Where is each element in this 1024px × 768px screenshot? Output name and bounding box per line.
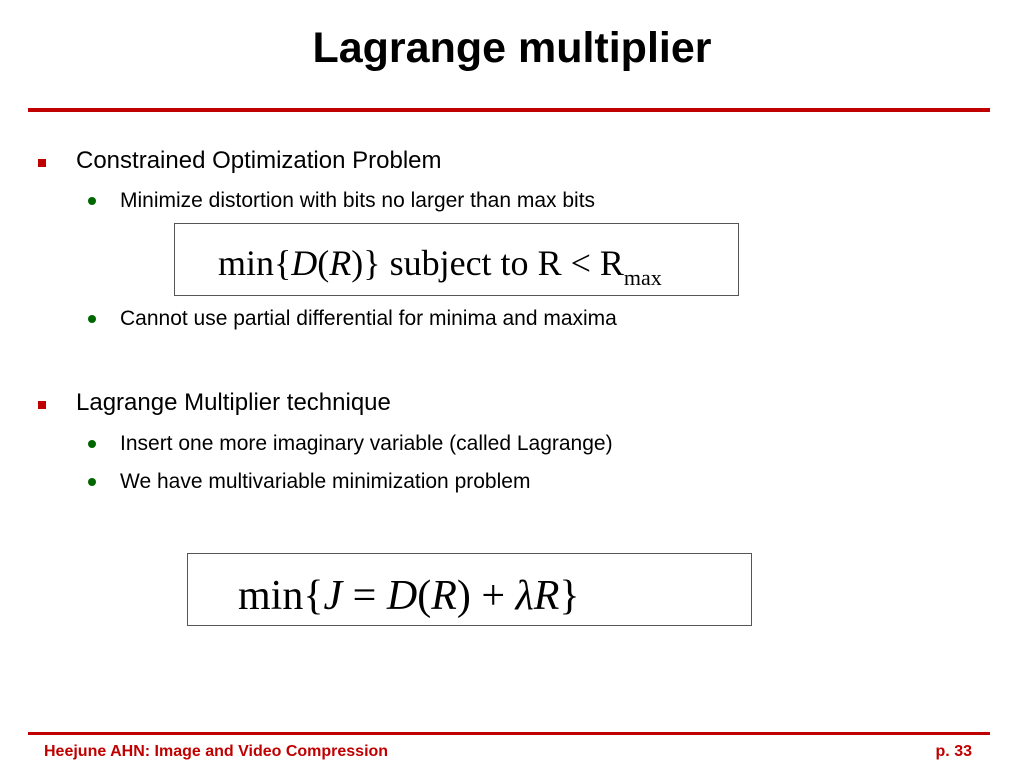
eq-var-r: R <box>431 573 457 619</box>
eq-plus: + <box>481 573 506 619</box>
eq-var-r: R <box>533 573 560 619</box>
eq-var-d: D <box>291 243 318 283</box>
section-heading: Lagrange Multiplier technique <box>76 389 391 416</box>
sub-bullet-text: Insert one more imaginary variable (called Lagrange) <box>120 432 613 455</box>
round-bullet-icon <box>88 478 96 486</box>
eq-r-max: R <box>599 243 624 283</box>
eq-min: min{ <box>238 573 324 619</box>
equation-lagrangian <box>238 573 580 619</box>
eq-paren-close: ) <box>456 573 471 619</box>
eq-paren-open: ( <box>417 573 432 619</box>
eq-less-than: < <box>570 243 591 283</box>
section-heading: Constrained Optimization Problem <box>76 147 442 174</box>
footer-page-number: p. 33 <box>935 743 972 760</box>
eq-var-r: R <box>329 243 352 283</box>
eq-brace-close: } <box>559 573 580 619</box>
sub-bullet-text: Minimize distortion with bits no larger than max bits <box>120 189 596 212</box>
slide-title: Lagrange multiplier <box>312 24 712 72</box>
footer-course: Heejune AHN: Image and Video Compression <box>44 743 389 760</box>
eq-var-j: J <box>323 573 343 619</box>
eq-subject-to: subject to <box>389 243 529 283</box>
eq-min: min{ <box>218 243 292 283</box>
eq-var-d: D <box>386 573 418 619</box>
square-bullet-icon <box>38 401 46 409</box>
sub-bullet-text: We have multivariable minimization problem <box>120 470 531 493</box>
eq-lambda: λ <box>515 573 534 619</box>
round-bullet-icon <box>88 197 96 205</box>
round-bullet-icon <box>88 315 96 323</box>
title-divider <box>28 108 990 112</box>
square-bullet-icon <box>38 159 46 167</box>
eq-paren-close: )} <box>351 243 381 283</box>
eq-subscript-max: max <box>623 265 662 290</box>
footer-divider <box>28 732 990 735</box>
eq-equals: = <box>352 573 377 619</box>
sub-bullet-text: Cannot use partial differential for minima and maxima <box>120 307 617 330</box>
equation-constraint <box>218 243 662 288</box>
eq-paren-open: ( <box>317 243 330 283</box>
round-bullet-icon <box>88 440 96 448</box>
eq-r: R <box>537 243 562 283</box>
